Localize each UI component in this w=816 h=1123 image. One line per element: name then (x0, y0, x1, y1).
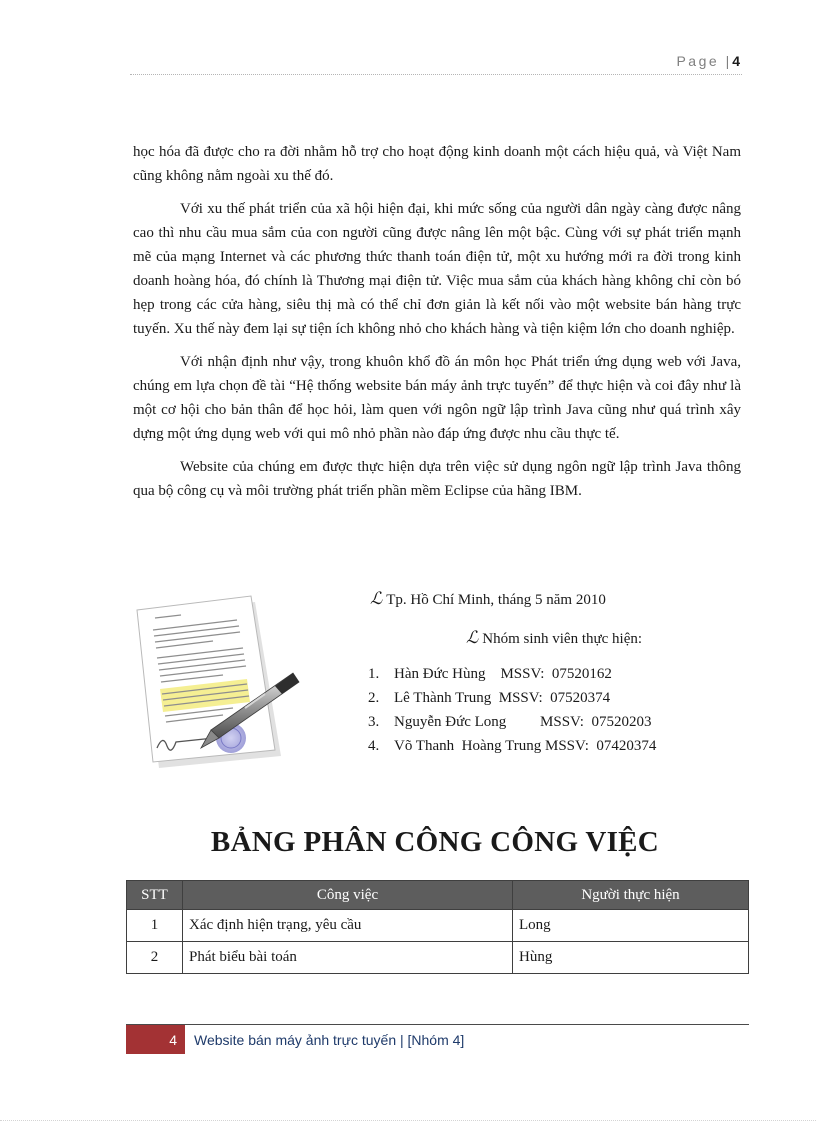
script-l-icon: ℒ (370, 589, 383, 608)
footer-page-number: 4 (126, 1025, 185, 1054)
page-header (130, 50, 742, 75)
page-separator: | (725, 53, 730, 69)
column-header-task: Công việc (183, 881, 513, 910)
table-title: BẢNG PHÂN CÔNG CÔNG VIỆC (210, 826, 660, 858)
bottom-divider (0, 1120, 816, 1122)
member-number: 2. (368, 690, 380, 706)
member-mssv: MSSV: 07520162 (500, 666, 612, 682)
paragraph: học hóa đã được cho ra đời nhằm hỗ trợ cho hoạt động kinh doanh một cách hiệu quả, và Việt Nam cũng không nằm ngoài xu thế đó. (133, 144, 741, 184)
list-item (368, 686, 728, 710)
paragraph: Với nhận định như vậy, trong khuôn khổ đồ án môn học Phát triển ứng dụng web với Java, chúng em lựa chọn đề tài “Hệ thống website bán máy ảnh trực tuyến” để thực hiện và coi đây như là một cơ hội cho bản thân để học hỏi, làm quen với ngôn ngữ lập trình Java cũng như quá trình xây dựng một ứng dụng web với qui mô nhỏ phần nào đáp ứng được nhu cầu thực tế. (133, 354, 741, 442)
cell-task: Phát biểu bài toán (183, 942, 513, 974)
script-l-icon: ℒ (466, 628, 479, 647)
column-header-stt: STT (127, 881, 183, 910)
signature-block (368, 587, 728, 758)
member-mssv: MSSV: 07520203 (540, 714, 652, 730)
place-date-line (370, 587, 728, 612)
member-list (368, 662, 728, 758)
group-label: Nhóm sinh viên thực hiện: (482, 631, 643, 647)
member-name: Nguyễn Đức Long (394, 714, 541, 730)
page-number: 4 (732, 53, 740, 69)
table-header-row (127, 881, 749, 910)
table-row (127, 942, 749, 974)
cell-stt: 2 (127, 942, 183, 974)
place-date: Tp. Hồ Chí Minh, tháng 5 năm 2010 (386, 592, 606, 608)
member-number: 1. (368, 666, 380, 682)
member-name: Võ Thanh Hoàng Trung (394, 738, 545, 754)
member-name: Hàn Đức Hùng (394, 666, 501, 682)
member-name: Lê Thành Trung (394, 690, 499, 706)
table-row (127, 910, 749, 942)
cell-assignee: Long (513, 910, 749, 942)
group-label-line (466, 626, 728, 651)
cell-assignee: Hùng (513, 942, 749, 974)
footer-text: Website bán máy ảnh trực tuyến | [Nhóm 4] (194, 1032, 465, 1048)
cell-task: Xác định hiện trạng, yêu cầu (183, 910, 513, 942)
member-number: 3. (368, 714, 380, 730)
paragraph: Website của chúng em được thực hiện dựa trên việc sử dụng ngôn ngữ lập trình Java thông qua bộ công cụ và môi trường phát triển phần mềm Eclipse của hãng IBM. (133, 459, 741, 499)
list-item (368, 734, 728, 758)
member-number: 4. (368, 738, 380, 754)
task-table (126, 880, 749, 974)
column-header-assignee: Người thực hiện (513, 881, 749, 910)
list-item (368, 710, 728, 734)
footer-rule (126, 1024, 749, 1025)
cell-stt: 1 (127, 910, 183, 942)
page-indicator (676, 53, 740, 69)
paragraph: Với xu thế phát triển của xã hội hiện đại, khi mức sống của người dân ngày càng được nâng cao thì nhu cầu mua sắm của con người cũng được nâng lên một bậc. Cùng với sự phát triển mạnh mẽ của mạng Internet và các phương thức thanh toán điện tử, một xu hướng mới ra đời trong kinh doanh hoàng hóa, đó chính là Thương mại điện tử. Việc mua sắm của khách hàng không chỉ còn bó hẹp trong các cửa hàng, siêu thị mà có thể chỉ đơn giản là kết nối vào một website bán hàng trực tuyến. Xu thế này đem lại sự tiện ích không nhỏ cho khách hàng và tiện kiệm lớn cho doanh nghiệp. (133, 201, 741, 337)
page-word: Page (676, 53, 720, 69)
list-item (368, 662, 728, 686)
document-pen-illustration (133, 588, 318, 778)
body-text (133, 140, 741, 512)
member-mssv: MSSV: 07420374 (544, 738, 657, 754)
member-mssv: MSSV: 07520374 (498, 690, 611, 706)
